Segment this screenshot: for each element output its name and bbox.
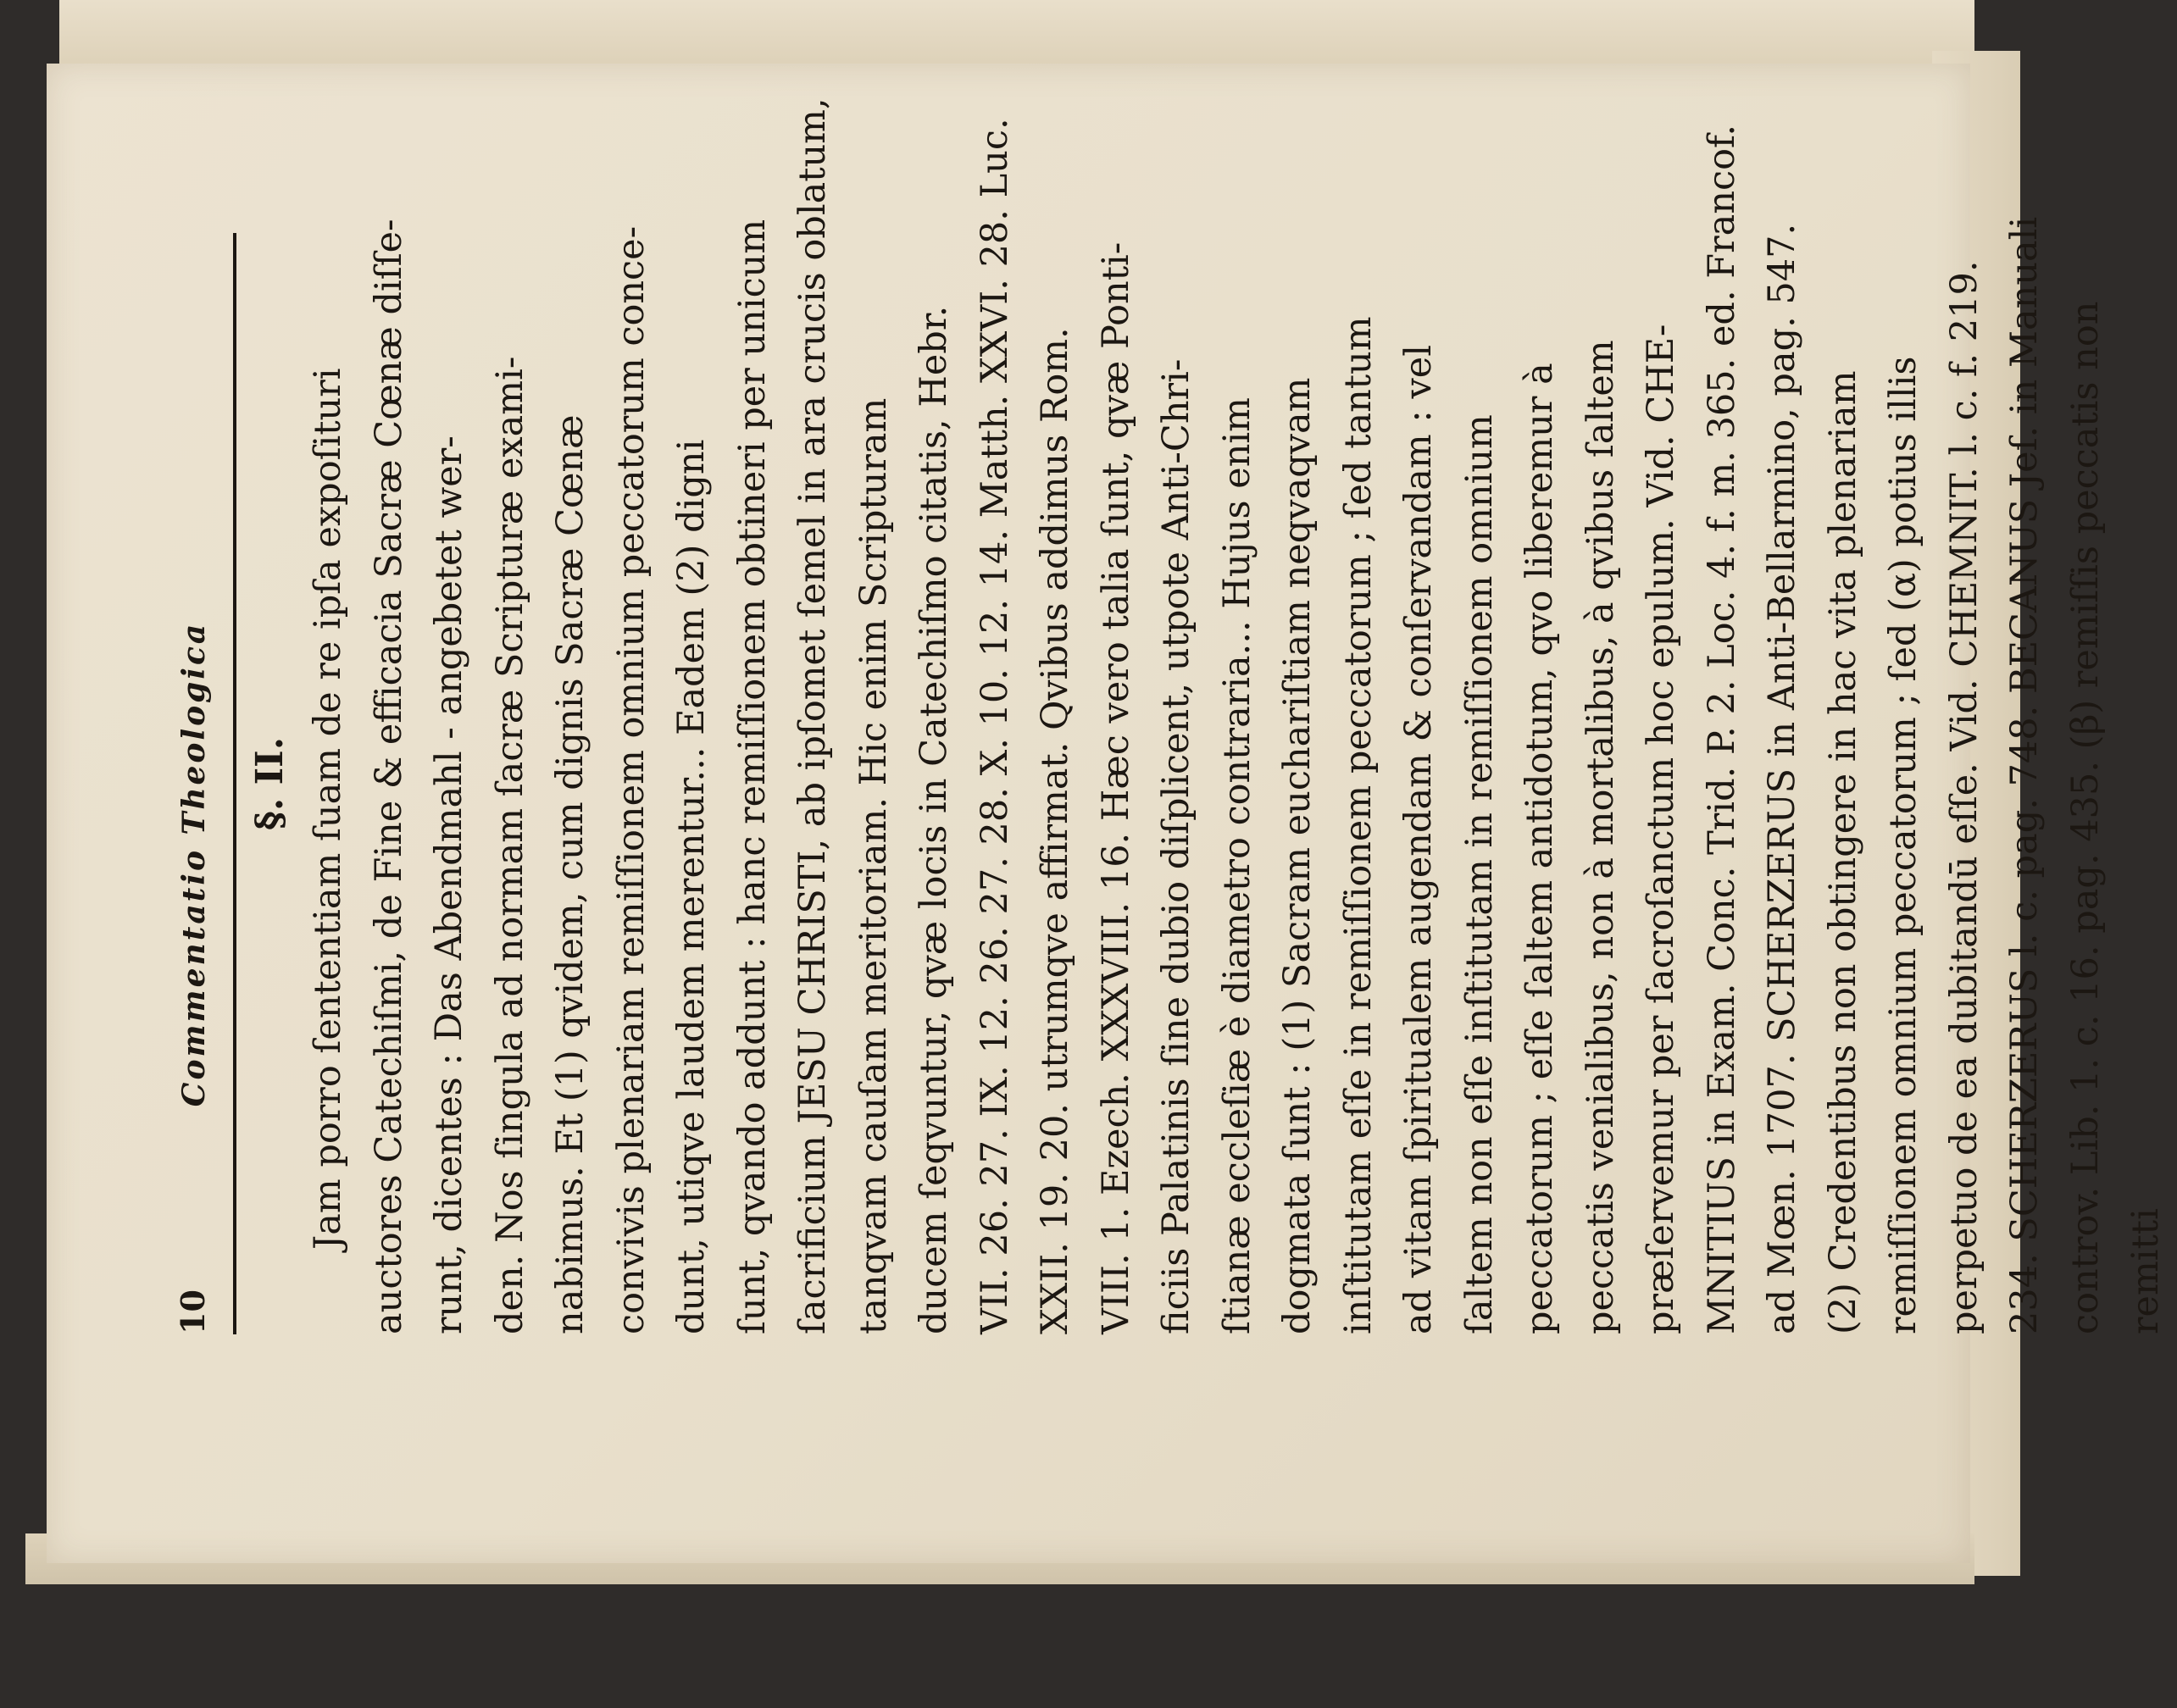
text-line: peccatis venialibus, non à mortalibus, à qvibus ſaltem [1579,340,1622,1334]
section-mark: §. II. [248,736,292,831]
text-line: auctores Catechiſmi, de Fine & efficacia Sacræ Cœnæ diſſe- [367,219,410,1334]
text-line: MNITIUS in Exam. Conc. Trid. P. 2. Loc. 4. f. m. 365. ed. Francof. [1700,124,1743,1334]
text-line: ad Mœn. 1707. SCHERZERUS in Anti-Bellarmino, pag. 547. [1761,223,1803,1334]
text-line: runt, dicentes : Das Abendmahl - angebetet wer- [428,435,470,1334]
text-line: 234. SCHERZERUS l. c. pag. 748. BECANUS Jeſ. in Manuali [2003,216,2046,1334]
text-line: convivis plenariam remiſſionem omnium peccatorum conce- [609,225,653,1334]
text-line: tanqvam cauſam meritoriam. Hic enim Scripturam [852,397,895,1334]
text-line: dunt, utiqve laudem merentur... Eadem (2) digni [670,439,713,1334]
text-line: præſervemur per ſacroſanctum hoc epulum. Vid. CHE- [1640,324,1682,1334]
text-line: ſunt, qvando addunt : hanc remiſſionem obtineri per unicum [730,219,774,1334]
rotated-text-block [174,97,2167,1334]
text-line: (2) Credentibus non obtingere in hac vita plenariam [1821,370,1864,1334]
text-line: ducem ſeqvuntur, qvæ locis in Catechiſmo citatis, Hebr. [913,305,955,1334]
text-line: perpetuo de ea dubitandū eſſe. Vid. CHEMNIT. l. c. f. 219. [1942,260,1985,1334]
text-line: den. Nos ſingula ad normam ſacræ Scripturæ exami- [488,356,531,1334]
text-line: remiſſionem omnium peccatorum ; ſed (α) potius illis [1882,356,1924,1334]
text-line: ſacrificium JESU CHRISTI, ab ipſomet ſemel in ara crucis oblatum, [791,97,834,1334]
book-page [47,64,2167,1563]
text-line: ſaltem non eſſe inſtitutam in remiſſionem omnium [1458,414,1501,1334]
text-line: Jam porro ſententiam ſuam de re ipſa expoſituri [307,368,349,1250]
text-line: VIII. 1. Ezech. XXXVIII. 16. Hæc vero talia ſunt, qvæ Ponti- [1094,241,1137,1334]
text-line: dogmata ſunt : (1) Sacram euchariſtiam neqvaqvam [1276,377,1319,1334]
text-line: remitti [2124,1208,2167,1334]
text-line: XXII. 19. 20. utrumqve affirmat. Qvibus addimus Rom. [1034,327,1076,1334]
upper-page-edge [59,0,1974,69]
text-line: VII. 26. 27. IX. 12. 26. 27. 28. X. 10. 12. 14. Matth. XXVI. 28. Luc. [973,118,1016,1334]
text-line: peccatorum ; eſſe ſaltem antidotum, qvo liberemur à [1519,363,1561,1334]
text-line: ſtianæ eccleſiæ è diametro contraria... Hujus enim [1215,397,1258,1334]
page-number: 10 [174,1289,212,1334]
page-header [174,233,236,1334]
text-line: inſtitutam eſſe in remiſſionem peccatorum ; ſed tantum [1336,316,1380,1334]
text-line: nabimus. Et (1) qvidem, cum dignis Sacræ Cœnæ [549,414,591,1334]
running-title: Commentatio Theologica [176,621,212,1107]
text-line: controv. Lib. 1. c. 16. pag. 435. (β) remiſſis peccatis non [2063,301,2107,1334]
body-text [298,97,2177,1334]
text-line: ad vitam ſpiritualem augendam & conſervandam : vel [1397,345,1440,1334]
text-line: ficiis Palatinis ſine dubio diſplicent, utpote Anti-Chri- [1155,358,1197,1334]
